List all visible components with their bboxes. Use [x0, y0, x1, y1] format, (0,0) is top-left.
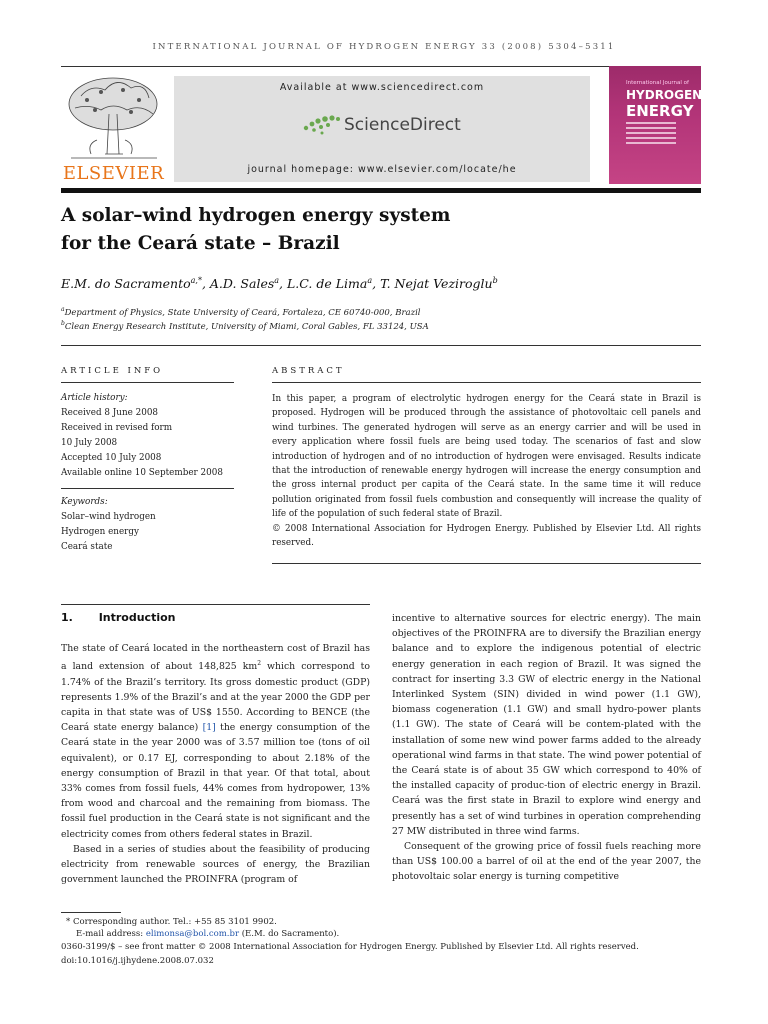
abstract-heading: ABSTRACT — [272, 366, 345, 376]
intro-paragraph-2: Based in a series of studies about the feasibility of producing electricity from renewable sources of energy, the Brazilian government launched the PROINFRA (program of — [61, 843, 370, 886]
journal-running-header: INTERNATIONAL JOURNAL OF HYDROGEN ENERGY 33 (2008) 5304–5311 — [152, 42, 616, 52]
affil-sup: b — [61, 320, 65, 327]
article-title — [61, 202, 451, 258]
affil-sup: a — [61, 306, 65, 313]
section-number: 1. — [61, 611, 73, 624]
elsevier-tree-icon — [61, 74, 166, 162]
intro-paragraph-3: incentive to alternative sources for electric energy). The main objectives of the PROINFRA are to diversify the Brazilian energy balance and to explore the indigenous potential of electric energy generation in each region of Brazil. It was signed the contract for inserting 3.3 GW of electric energy in the National Interlinked System (SIN) divided in wind power (1.1 GW), biomass cogeneration (1.1 GW) and small hydro-power plants (1.1 GW). The state of Ceará will be contem-plated with the installation of some new wind power farms added to the already operational wind farms in that state. The wind power potential of the Ceará state is of about 35 GW which correspond to 40% of the installed capacity of produc-tion of electric energy in Brazil. Ceará was the first state in Brazil to explore wind energy and presently has a set of wind turbines in operation comprehending 27 MW distributed in three wind farms. — [392, 613, 701, 837]
history-item: 10 July 2008 — [61, 438, 118, 448]
author-name[interactable]: L.C. de Lima — [287, 276, 368, 292]
author-name[interactable]: A.D. Sales — [209, 276, 275, 292]
journal-homepage-text[interactable]: journal homepage: www.elsevier.com/locate/he — [247, 164, 517, 175]
cover-text-lines — [626, 122, 676, 147]
front-matter-note: 0360-3199/$ – see front matter © 2008 International Association for Hydrogen Energy. Published by Elsevier Ltd. All rights reserved. — [61, 942, 639, 952]
available-at-text[interactable]: Available at www.sciencedirect.com — [279, 82, 485, 93]
abstract-paragraph: In this paper, a program of electrolytic hydrogen energy for the Ceará state in Brazil is proposed. Hydrogen will be produced through the assistance of photovoltaic cell panels and wind turbines. The generated hydrogen will serve as an energy carrier and will be used in every application where fossil fuels are being used today. The scenarios of fast and slow introduction of hydrogen and of no introduction of hydrogen were envisaged. Results indicate that the introduction of renewable energy hydrogen will increase the energy consumption and the gross internal product per capita of the Ceará state. In the same time it will reduce pollution originated from fossil fuels combustion and consequently will increase the quality of life of the population of such federal state of Brazil. — [272, 394, 701, 520]
keywords-label: Keywords: — [61, 497, 108, 507]
keyword-item[interactable]: Hydrogen energy — [61, 527, 139, 537]
section-title: Introduction — [98, 611, 176, 624]
keywords-block — [61, 495, 156, 555]
article-info-heading: ARTICLE INFO — [61, 366, 164, 376]
keyword-item[interactable]: Solar–wind hydrogen — [61, 512, 156, 522]
email-note — [76, 929, 339, 941]
intro-rule — [61, 604, 370, 605]
doi-note[interactable]: doi:10.1016/j.ijhydene.2008.07.032 — [61, 956, 214, 966]
abstract-copyright: © 2008 International Association for Hydrogen Energy. Published by Elsevier Ltd. All rights reserved. — [272, 523, 701, 549]
article-history — [61, 391, 223, 481]
abstract-rule — [272, 382, 701, 383]
keywords-rule — [61, 488, 234, 489]
elsevier-wordmark: ELSEVIER — [62, 163, 165, 184]
history-item: Accepted 10 July 2008 — [61, 453, 162, 463]
author-affil-sup: a — [274, 276, 280, 285]
history-item: Received in revised form — [61, 423, 173, 433]
header-thick-rule — [61, 188, 701, 193]
email-suffix: (E.M. do Sacramento). — [239, 929, 340, 939]
keyword-item[interactable]: Ceará state — [61, 542, 113, 552]
sciencedirect-logo[interactable] — [302, 114, 461, 136]
abstract-bottom-rule — [272, 563, 701, 564]
author-affil-sup: a,* — [190, 276, 202, 285]
title-line-2: for the Ceará state – Brazil — [61, 233, 340, 254]
email-label: E-mail address: — [76, 929, 146, 939]
header-rule — [61, 66, 701, 67]
corresponding-author-note: * Corresponding author. Tel.: +55 85 3101 9902. — [66, 917, 277, 927]
sciencedirect-wordmark: ScienceDirect — [344, 115, 461, 135]
left-column — [61, 641, 370, 887]
cover-title-energy: ENERGY — [626, 102, 694, 120]
abstract-body — [272, 392, 701, 550]
affiliation-b — [61, 320, 429, 332]
author-name[interactable]: T. Nejat Veziroglu — [380, 276, 493, 292]
article-info-rule — [61, 382, 234, 383]
intro-paragraph-1: The state of Ceará located in the northeastern cost of Brazil has a land extension of about 148,825 $km^2$ which correspond to 1.74% of the Brazil’s territory. Its gross domestic product (GDP) represents 1.9% of the Brazil’s and at the year 2000 the GDP per capita in that state was of US$ 1550. According to BENCE (the Ceará state energy balance) [1] the energy consumption of the Ceará state in the year 2000 was of 3.57 million toe (tons of oil equivalent), or 0.17 EJ, corresponding to about 2.18% of the energy consumption of Brazil in that year. Of that total, about 33% comes from fossil fuels, 44% comes from hydropower, 13% from wood and charcoal and the remaining from biomass. The fossil fuel production in the Ceará state is not significant and the electricity comes from others federal states in Brazil. — [61, 643, 371, 840]
history-label: Article history: — [61, 393, 128, 403]
intro-paragraph-4: Consequent of the growing price of fossil fuels reaching more than US$ 100.00 a barrel of oil at the end of the year 2007, the photovoltaic solar energy is turning competitive — [392, 841, 701, 883]
right-column — [392, 611, 701, 885]
title-line-1: A solar–wind hydrogen energy system — [61, 205, 451, 226]
author-affil-sup: a — [367, 276, 373, 285]
footnote-rule — [61, 912, 121, 913]
rule-before-info — [61, 345, 701, 346]
cover-title-hydrogen: HYDROGEN — [626, 88, 703, 102]
history-item: Received 8 June 2008 — [61, 408, 159, 418]
sciencedirect-banner — [174, 76, 590, 182]
author-list: E.M. do Sacramento$^{a,*}$, A.D. Sales$^a$, L.C. de Lima$^a$, T. Nejat Veziroglu$^b$ — [61, 276, 498, 292]
reference-link[interactable]: [1] — [202, 722, 216, 734]
affil-text: Clean Energy Research Institute, University of Miami, Coral Gables, FL 33124, USA — [64, 321, 429, 332]
author-affil-sup: b — [492, 276, 498, 285]
author-name[interactable]: E.M. do Sacramento — [61, 276, 191, 292]
sciencedirect-dots-icon — [302, 114, 340, 136]
affil-text: Department of Physics, State University of Ceará, Fortaleza, CE 60740-000, Brazil — [64, 307, 421, 318]
email-link[interactable]: elimonsa@bol.com.br — [145, 929, 240, 939]
history-item: Available online 10 September 2008 — [61, 468, 223, 478]
section-heading-introduction — [61, 611, 176, 624]
affiliation-a — [61, 306, 421, 318]
elsevier-logo[interactable] — [61, 74, 166, 186]
cover-subtitle: International Journal of — [626, 80, 689, 86]
journal-cover-image[interactable] — [609, 66, 701, 184]
